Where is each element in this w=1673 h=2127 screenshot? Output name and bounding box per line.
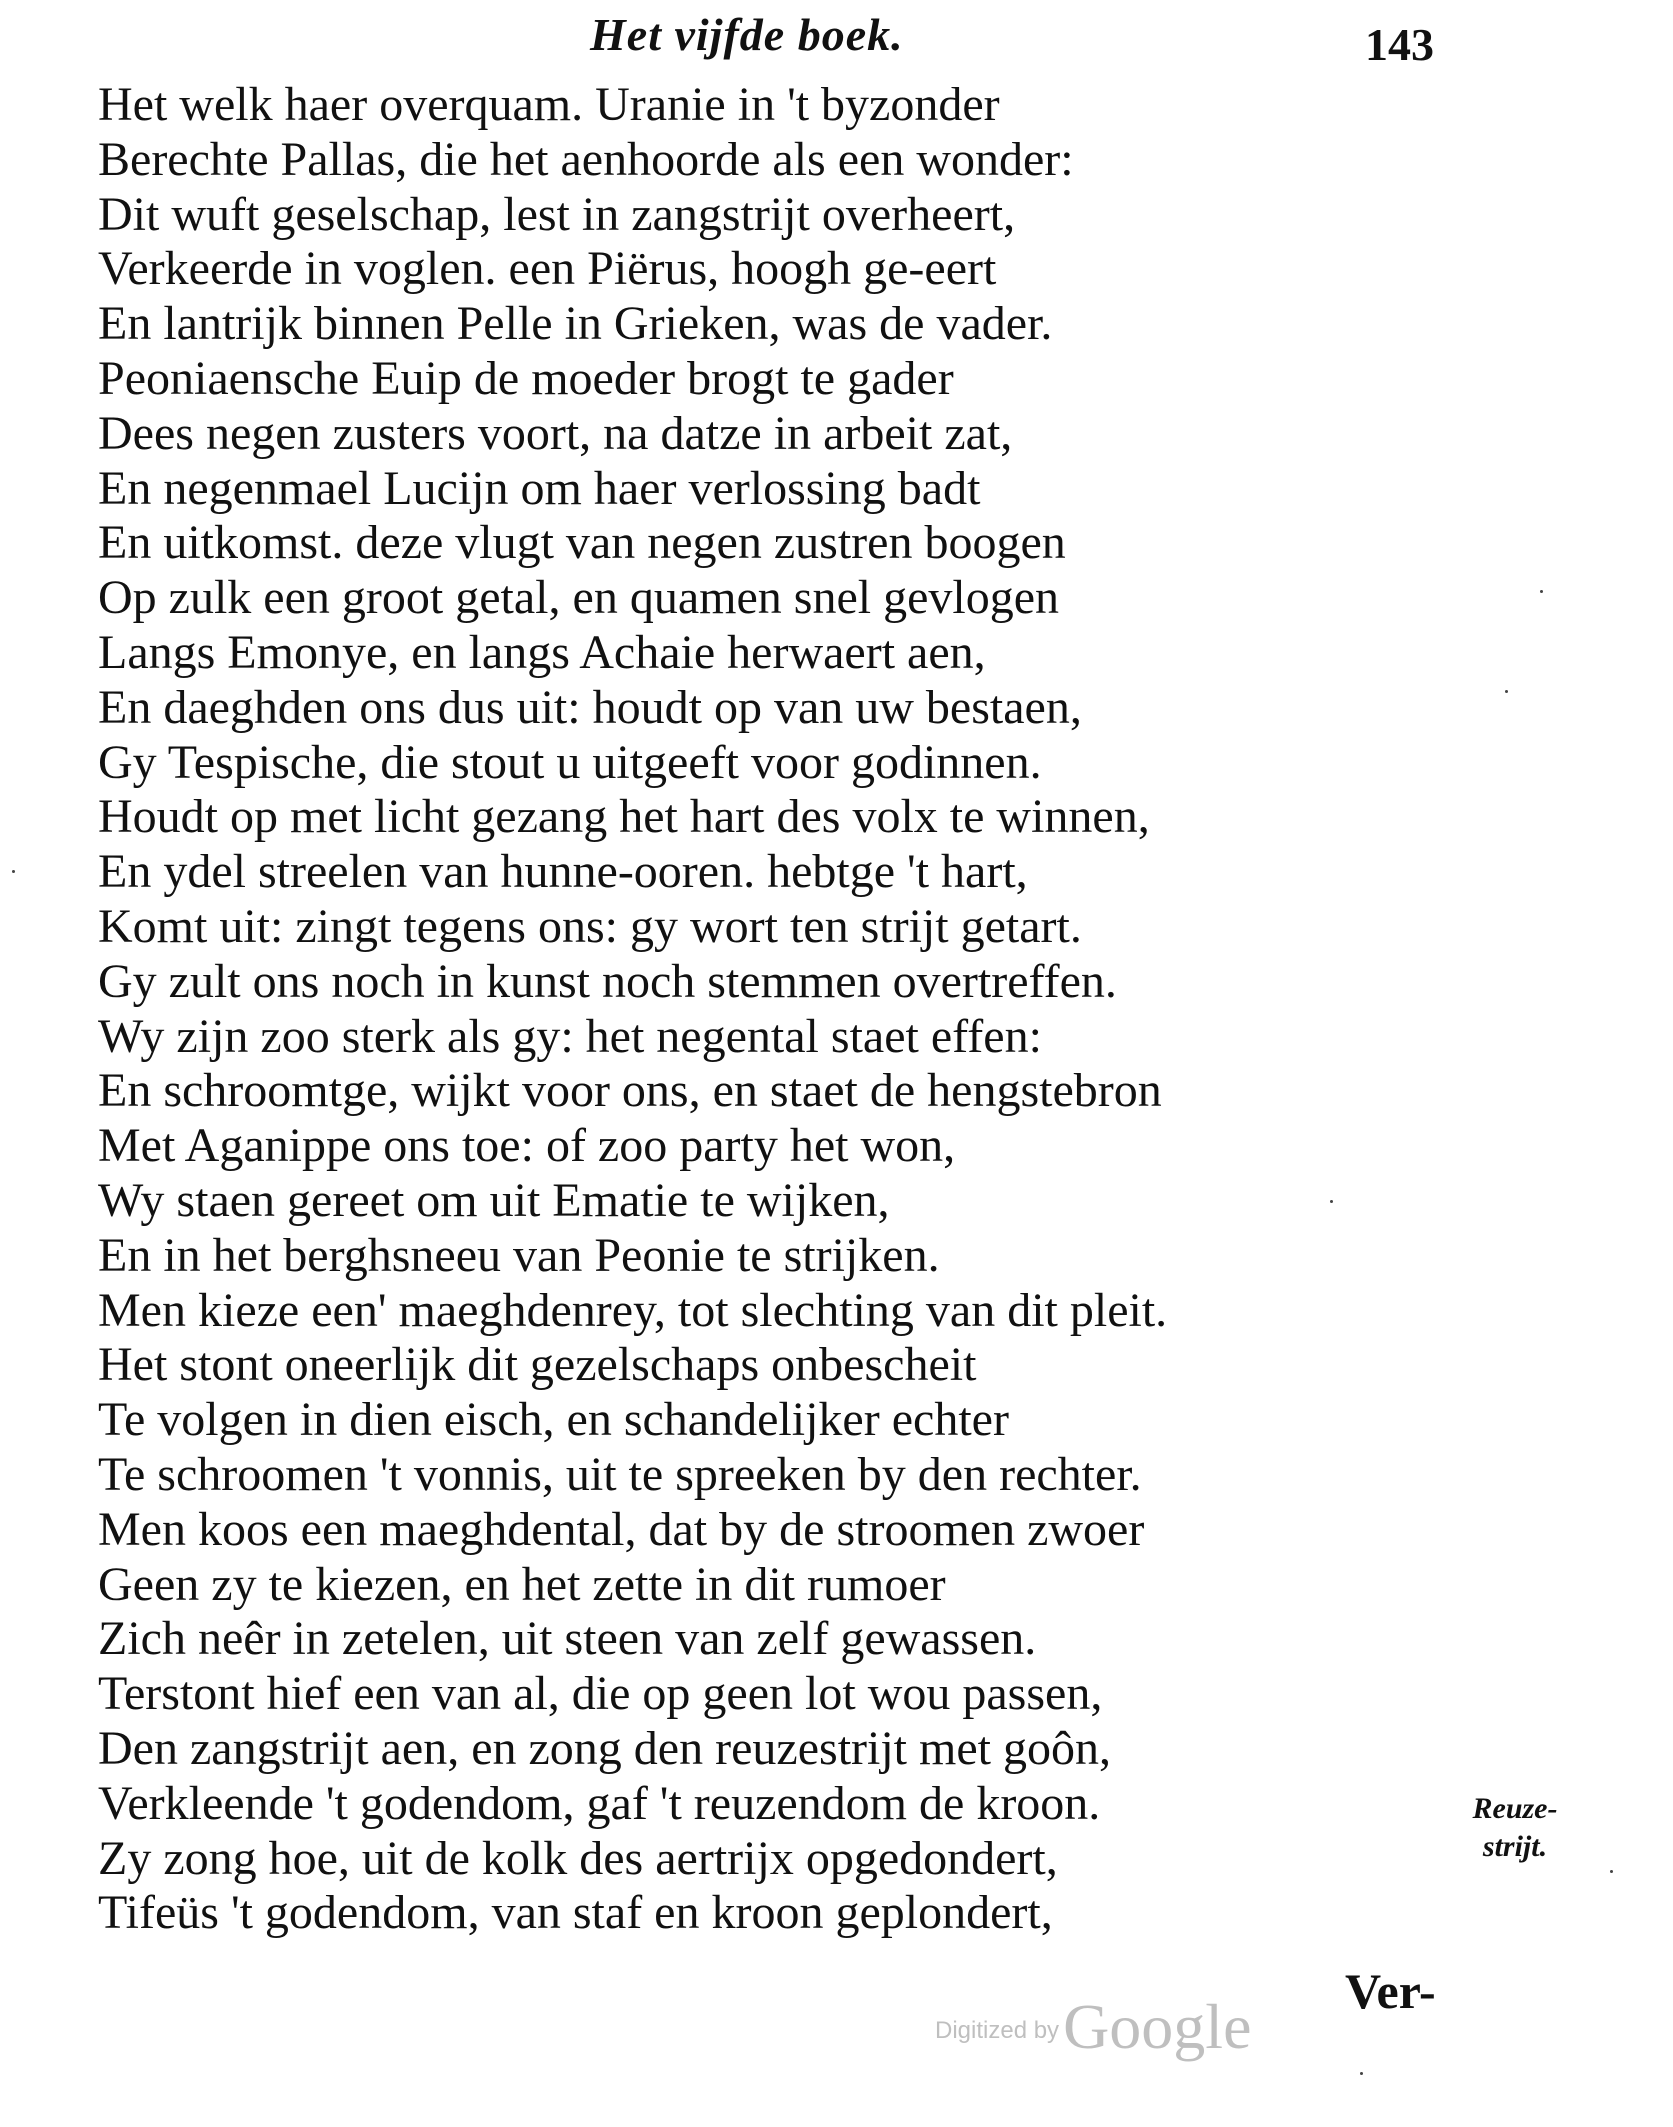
ink-speck xyxy=(1505,690,1508,693)
ink-speck xyxy=(1360,2072,1363,2075)
verse-line: Wy zijn zoo sterk als gy: het negental staet effen: xyxy=(98,1009,1042,1063)
verse-line: Verkleende 't godendom, gaf 't reuzendom de kroon. xyxy=(98,1776,1101,1830)
digitized-watermark xyxy=(935,1990,1251,2064)
verse-line: Dees negen zusters voort, na datze in arbeit zat, xyxy=(98,406,1013,460)
ink-speck xyxy=(1540,590,1543,593)
page-number: 143 xyxy=(1365,19,1434,70)
verse-line: Geen zy te kiezen, en het zette in dit rumoer xyxy=(98,1557,946,1611)
verse-line: En ydel streelen van hunne-ooren. hebtge 't hart, xyxy=(98,845,1028,899)
verse-line: Dit wuft geselschap, lest in zangstrijt overheert, xyxy=(98,187,1016,241)
verse-line: Men kieze een' maeghdenrey, tot slechting van dit pleit. xyxy=(98,1283,1168,1337)
verse-line: Men koos een maeghdental, dat by de stroomen zwoer xyxy=(98,1502,1145,1556)
verse-line: En daeghden ons dus uit: houdt op van uw bestaen, xyxy=(98,680,1082,734)
verse-line: Te schroomen 't vonnis, uit te spreeken by den rechter. xyxy=(98,1447,1142,1501)
running-head: Het vijfde boek. xyxy=(590,9,904,60)
margin-note-line: strijt. xyxy=(1482,1830,1548,1863)
verse-line: Langs Emonye, en langs Achaie herwaert aen, xyxy=(98,625,986,679)
verse-line: Verkeerde in voglen. een Piërus, hoogh ge-eert xyxy=(98,242,997,296)
verse-line: Berechte Pallas, die het aenhoorde als een wonder: xyxy=(98,132,1074,186)
verse-line: Met Aganippe ons toe: of zoo party het won, xyxy=(98,1119,956,1173)
verse-line: Te volgen in dien eisch, en schandelijker echter xyxy=(98,1393,1009,1447)
watermark-brand: Google xyxy=(1063,1991,1252,2062)
verse-line: Den zangstrijt aen, en zong den reuzestrijt met goôn, xyxy=(98,1721,1111,1775)
verse-line: En negenmael Lucijn om haer verlossing badt xyxy=(98,461,981,515)
ink-speck xyxy=(1330,1200,1333,1203)
verse-line: Terstont hief een van al, die op geen lot wou passen, xyxy=(98,1667,1103,1721)
verse-line: Komt uit: zingt tegens ons: gy wort ten strijt getart. xyxy=(98,899,1082,953)
verse-line: Het welk haer overquam. Uranie in 't byzonder xyxy=(98,78,1000,131)
verse-line: Peoniaensche Euip de moeder brogt te gader xyxy=(98,351,954,405)
verse-line: Gy zult ons noch in kunst noch stemmen overtreffen. xyxy=(98,954,1117,1008)
verse-line: Op zulk een groot getal, en quamen snel gevlogen xyxy=(98,571,1060,625)
verse-line: Zich neêr in zetelen, uit steen van zelf gewassen. xyxy=(98,1612,1037,1666)
verse-line: Zy zong hoe, uit de kolk des aertrijx opgedondert, xyxy=(98,1831,1058,1885)
verse-line: Wy staen gereet om uit Ematie te wijken, xyxy=(98,1173,890,1227)
margin-note xyxy=(1455,1790,1575,1866)
catchword: Ver- xyxy=(1345,1963,1436,2019)
ink-speck xyxy=(1610,1870,1613,1873)
ink-speck xyxy=(12,870,15,873)
margin-note-line: Reuze- xyxy=(1472,1792,1558,1825)
verse-line: Tifeüs 't godendom, van staf en kroon geplondert, xyxy=(98,1886,1053,1940)
verse-line: Houdt op met licht gezang het hart des volx te winnen, xyxy=(98,790,1150,844)
verse-text xyxy=(98,78,1167,1941)
verse-line: En uitkomst. deze vlugt van negen zustren boogen xyxy=(98,516,1066,570)
verse-line: Het stont oneerlijk dit gezelschaps onbescheit xyxy=(98,1338,977,1392)
verse-line: En in het berghsneeu van Peonie te strijken. xyxy=(98,1228,940,1282)
verse-line: En lantrijk binnen Pelle in Grieken, was de vader. xyxy=(98,297,1053,351)
watermark-prefix: Digitized by xyxy=(935,2017,1060,2044)
verse-line: En schroomtge, wijkt voor ons, en staet de hengstebron xyxy=(98,1064,1162,1118)
verse-line: Gy Tespische, die stout u uitgeeft voor godinnen. xyxy=(98,735,1042,789)
